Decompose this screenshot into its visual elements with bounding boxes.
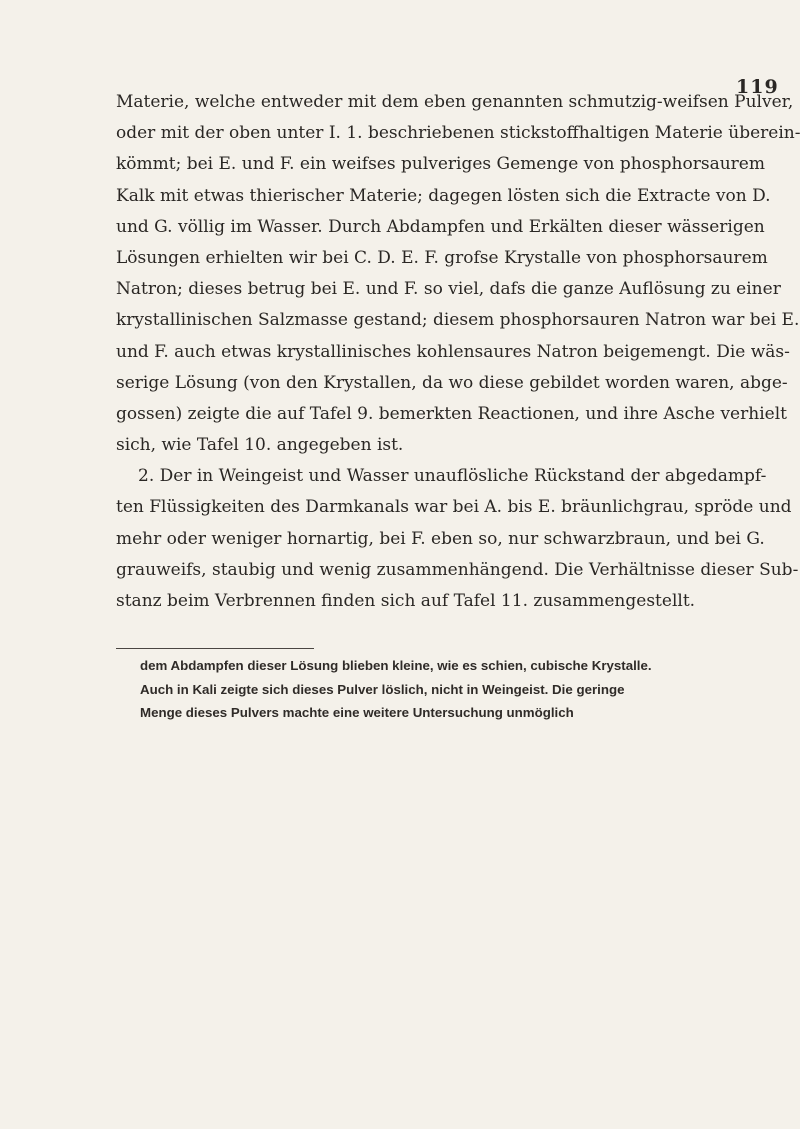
text-line: gossen) zeigte die auf Tafel 9. bemerkten Reactionen, und ihre Asche verhielt (116, 403, 787, 424)
text-line: mehr oder weniger hornartig, bei F. eben so, nur schwarzbraun, und bei G. (116, 528, 765, 549)
page-number: 119 (736, 76, 779, 98)
text-line: sich, wie Tafel 10. angegeben ist. (116, 435, 404, 456)
text-line: krystallinischen Salzmasse gestand; diesem phosphorsauren Natron war bei E. (116, 310, 800, 331)
text-line: stanz beim Verbrennen finden sich auf Tafel 11. zusammengestellt. (116, 591, 696, 611)
text-line: und F. auch etwas krystallinisches kohlensaures Natron beigemengt. Die wäs- (116, 341, 790, 362)
text-line: und G. völlig im Wasser. Durch Abdampfen und Erkälten dieser wässerigen (116, 216, 765, 237)
text-line: grauweifs, staubig und wenig zusammenhängend. Die Verhältnisse dieser Sub- (116, 559, 799, 580)
text-line: Kalk mit etwas thierischer Materie; dagegen lösten sich die Extracte von D. (116, 185, 771, 206)
text-line: ten Flüssigkeiten des Darmkanals war bei A. bis E. bräunlichgrau, spröde und (116, 497, 792, 518)
text-line: Materie, welche entweder mit dem eben genannten schmutzig-weifsen Pulver, (116, 92, 794, 112)
text-line: serige Lösung (von den Krystallen, da wo diese gebildet worden waren, abge- (116, 372, 788, 393)
footnote-divider (116, 648, 314, 649)
text-line: Natron; dieses betrug bei E. und F. so viel, dafs die ganze Auflösung zu einer (116, 279, 781, 300)
footnote-line: dem Abdampfen dieser Lösung blieben kleine, wie es schien, cubische Krystalle. (140, 658, 652, 673)
text-line: 2. Der in Weingeist und Wasser unauflösliche Rückstand der abgedampf- (138, 466, 767, 487)
text-line: oder mit der oben unter I. 1. beschriebenen stickstoffhaltigen Materie überein- (116, 123, 800, 144)
text-line: kömmt; bei E. und F. ein weifses pulveriges Gemenge von phosphorsaurem (116, 154, 765, 175)
footnote-line: Menge dieses Pulvers machte eine weitere Untersuchung unmöglich (140, 705, 574, 720)
footnotes (140, 654, 800, 725)
text-line: Lösungen erhielten wir bei C. D. E. F. grofse Krystalle von phosphorsaurem (116, 247, 768, 268)
footnote-line: Auch in Kali zeigte sich dieses Pulver löslich, nicht in Weingeist. Die geringe (140, 681, 625, 697)
main-text (116, 87, 800, 617)
